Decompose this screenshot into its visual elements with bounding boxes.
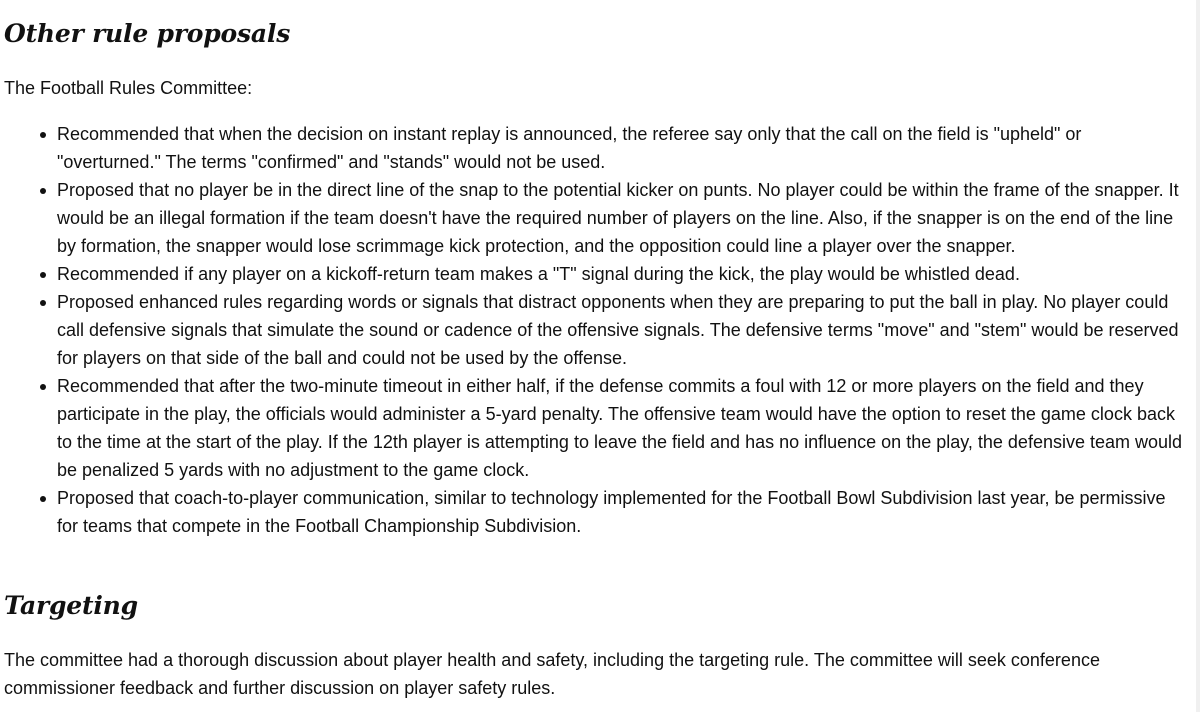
list-item: Proposed that no player be in the direct line of the snap to the potential kicker on punts. No player could be within the frame of the snapper. It would be an illegal formation if the team doesn't have the required number of players on the line. Also, if the snapper is on the end of the line by formation, the snapper would lose scrimmage kick protection, and the opposition could line a player over the snapper.	[57, 176, 1184, 260]
section-heading-targeting: Targeting	[4, 591, 138, 620]
list-item: Proposed enhanced rules regarding words or signals that distract opponents when they are preparing to put the ball in play. No player could call defensive signals that simulate the sound or cadence of the offensive signals. The defensive terms "move" and "stem" would be reserved for players on that side of the ball and could not be used by the offense.	[57, 288, 1184, 372]
rule-proposals-list	[4, 120, 1184, 540]
list-item: Recommended that after the two-minute timeout in either half, if the defense commits a foul with 12 or more players on the field and they participate in the play, the officials would administer a 5-yard penalty. The offensive team would have the option to reset the game clock back to the time at the start of the play. If the 12th player is attempting to leave the field and has no influence on the play, the defensive team would be penalized 5 yards with no adjustment to the game clock.	[57, 372, 1184, 484]
targeting-paragraph: The committee had a thorough discussion about player health and safety, including the targeting rule. The committee will seek conference commissioner feedback and further discussion on player safety rules.	[4, 650, 1100, 698]
list-item: Proposed that coach-to-player communication, similar to technology implemented for the Football Bowl Subdivision last year, be permissive for teams that compete in the Football Championship Subdivision.	[57, 484, 1184, 540]
committee-intro-text: The Football Rules Committee:	[4, 78, 253, 98]
page-scrollbar[interactable]	[1196, 0, 1200, 712]
list-item: Recommended that when the decision on instant replay is announced, the referee say only that the call on the field is "upheld" or "overturned." The terms "confirmed" and "stands" would not be used.	[57, 120, 1184, 176]
section-heading-other-rule-proposals: Other rule proposals	[4, 19, 291, 48]
list-item: Recommended if any player on a kickoff-return team makes a "T" signal during the kick, the play would be whistled dead.	[57, 260, 1184, 288]
